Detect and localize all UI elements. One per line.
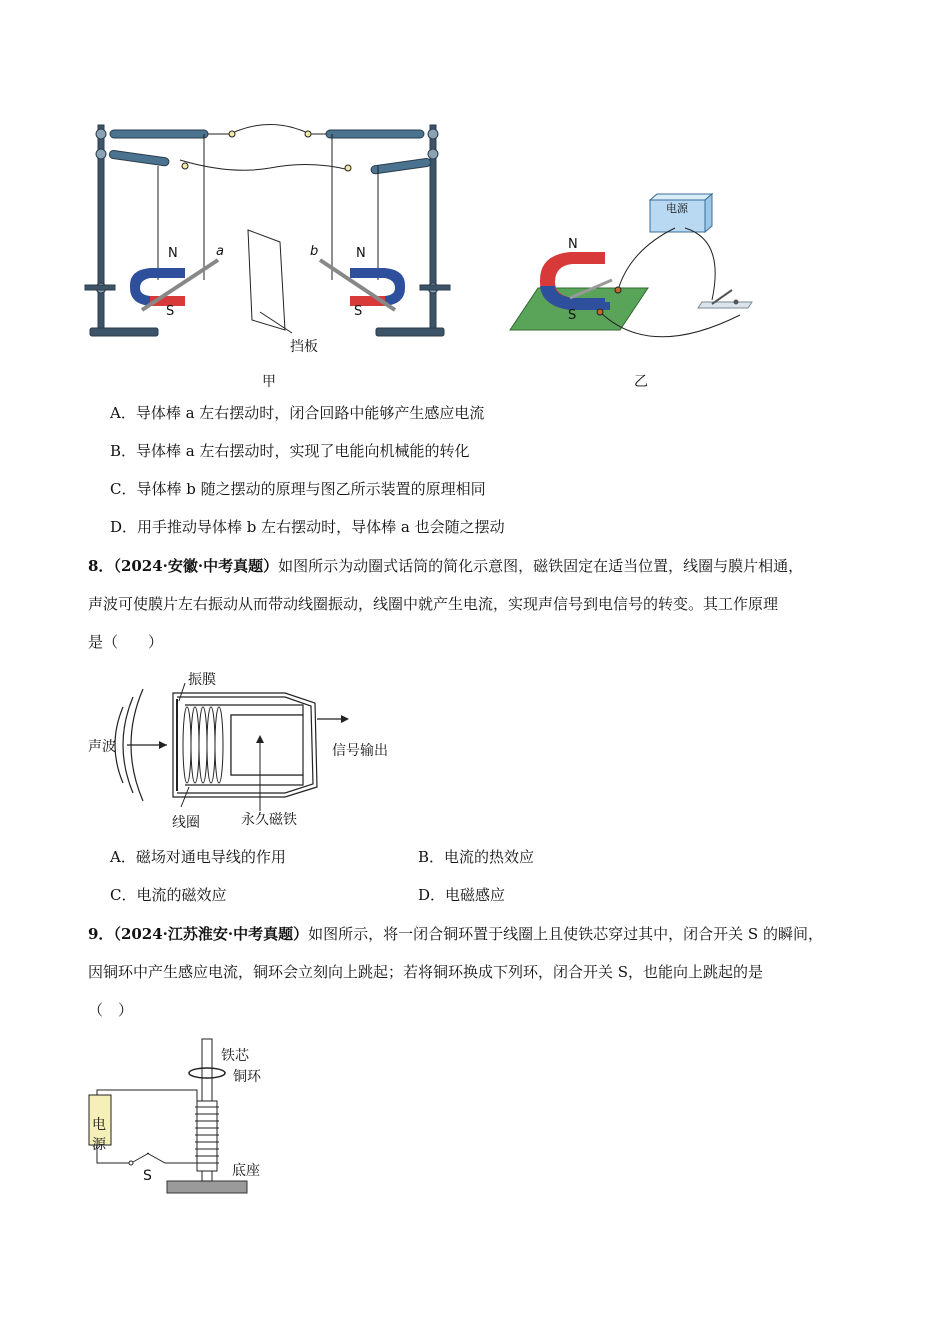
- q9-text-1: 如图所示，将一闭合铜环置于线圈上且使铁芯穿过其中，闭合开关 S 的瞬间，: [308, 925, 823, 943]
- sound-wave-label: 声波: [88, 739, 116, 755]
- coil-label: 线圈: [172, 815, 200, 831]
- baffle-label: 挡板: [290, 339, 318, 355]
- baffle-board: [248, 230, 285, 330]
- q8-source: （2024·安徽·中考真题）: [113, 557, 279, 575]
- q8-line-3: 是（ ）: [88, 633, 164, 651]
- figure-yi: [500, 190, 760, 360]
- right-magnet: [320, 260, 405, 310]
- base-label: 底座: [232, 1163, 260, 1179]
- circuit-wires: [97, 1090, 197, 1165]
- figure-jia-caption: 甲: [262, 374, 276, 390]
- q8-line-1: [88, 547, 868, 585]
- power-label: 电源: [666, 202, 688, 215]
- rod-b-label: b: [310, 244, 319, 259]
- yi-n-label: N: [568, 237, 578, 252]
- rod-a-label: a: [216, 244, 224, 259]
- coil-turns: [183, 707, 223, 783]
- copper-ring-label: 铜环: [233, 1069, 261, 1085]
- q8-option-d: D．电磁感应: [418, 886, 506, 904]
- jia-right-n-label: N: [356, 246, 366, 261]
- switch-label: S: [143, 1168, 152, 1184]
- diaphragm-label: 振膜: [188, 672, 216, 688]
- q7-option-a: A．导体棒 a 左右摆动时，闭合回路中能够产生感应电流: [110, 404, 485, 422]
- q9-number: 9．: [88, 925, 114, 943]
- jia-left-s-label: S: [166, 304, 175, 319]
- q8-line-2: 声波可使膜片左右振动从而带动线圈振动，线圈中就产生电流，实现声信号到电信号的转变。其工作原理: [88, 595, 779, 613]
- left-magnet: [130, 260, 218, 310]
- q9-line-3: （ ）: [88, 1001, 134, 1019]
- q7-option-b: B．导体棒 a 左右摆动时，实现了电能向机械能的转化: [110, 442, 470, 460]
- q9-stem: [88, 915, 868, 1029]
- iron-core-label: 铁芯: [221, 1048, 249, 1064]
- jia-right-s-label: S: [354, 304, 363, 319]
- q8-number: 8．: [88, 557, 114, 575]
- jia-left-n-label: N: [168, 246, 178, 261]
- q9-source: （2024·江苏淮安·中考真题）: [113, 925, 309, 943]
- magnet-block: [231, 715, 303, 775]
- power-char-1: 电: [92, 1117, 106, 1133]
- power-char-2: 源: [92, 1137, 106, 1153]
- yi-s-label: S: [568, 308, 577, 323]
- base-plate: [167, 1181, 247, 1193]
- figure-jia: [80, 120, 460, 360]
- q8-option-b: B．电流的热效应: [418, 848, 535, 866]
- q8-stem: [88, 547, 868, 661]
- q7-option-c: C．导体棒 b 随之摆动的原理与图乙所示装置的原理相同: [110, 480, 486, 498]
- q7-option-d: D．用手推动导体棒 b 左右摆动时，导体棒 a 也会随之摆动: [110, 518, 505, 536]
- q8-option-a: A．磁场对通电导线的作用: [110, 848, 286, 866]
- yi-switch: [698, 290, 752, 308]
- coil-winding: [195, 1101, 219, 1171]
- permanent-magnet-label: 永久磁铁: [241, 812, 297, 828]
- q9-line-2: 因铜环中产生感应电流，铜环会立刻向上跳起；若将铜环换成下列环，闭合开关 S，也能向上跳起的是: [88, 963, 764, 981]
- q9-line-1: [88, 915, 868, 953]
- q8-option-c: C．电流的磁效应: [110, 886, 227, 904]
- q8-text-1: 如图所示为动圈式话筒的简化示意图，磁铁固定在适当位置，线圈与膜片相通，: [278, 557, 804, 575]
- yi-magnet: [540, 252, 612, 310]
- figure-yi-caption: 乙: [634, 374, 648, 390]
- signal-output-label: 信号输出: [332, 743, 388, 759]
